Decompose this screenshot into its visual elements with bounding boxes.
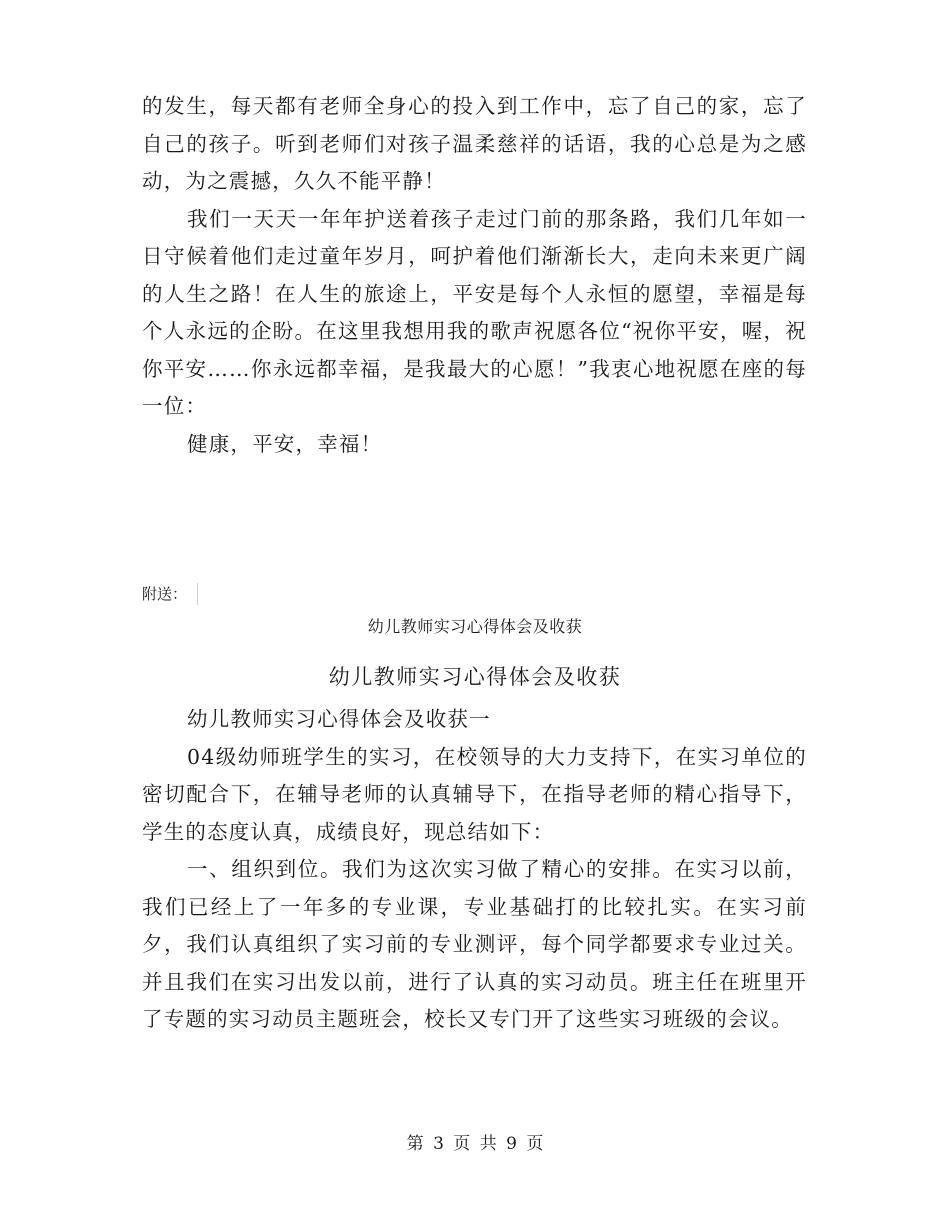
paragraph-blessing: 我们一天天一年年护送着孩子走过门前的那条路，我们几年如一日守候着他们走过童年岁月，呵护着他们渐渐长大，走向未来更广阔的人生之路！在人生的旅途上，平安是每个人永恒的愿望，幸福是每个人永远的企盼。在这里我想用我的歌声祝愿各位“祝你平安，喔，祝你平安……你永远都幸福，是我最大的心愿！”我衷心地祝愿在座的每一位： [142,206,807,418]
appendix-label: 附送： [142,583,198,605]
paragraph-intro: 04级幼师班学生的实习，在校领导的大力支持下，在实习单位的密切配合下，在辅导老师的认真辅导下，在指导老师的精心指导下，学生的态度认真，成绩良好，现总结如下： [142,744,807,844]
paragraph-organization: 一、组织到位。我们为这次实习做了精心的安排。在实习以前，我们已经上了一年多的专业课，专业基础打的比较扎实。在实习前夕，我们认真组织了实习前的专业测评，每个同学都要求专业过关。并且我们在实习出发以前，进行了认真的实习动员。班主任在班里开了专题的实习动员主题班会，校长又专门开了这些实习班级的会议。 [142,857,807,1031]
article-title: 幼儿教师实习心得体会及收获 [328,665,622,689]
article-subtitle: 幼儿教师实习心得体会及收获一 [187,707,491,731]
paragraph-wishes: 健康，平安，幸福！ [187,431,383,456]
appendix-small-title: 幼儿教师实习心得体会及收获 [367,617,583,636]
page-footer: 第 3 页 共 9 页 [406,1134,544,1154]
top-text-section [142,88,807,463]
paragraph-continuation: 的发生，每天都有老师全身心的投入到工作中，忘了自己的家，忘了自己的孩子。听到老师们对孩子温柔慈祥的话语，我的心总是为之感动，为之震撼，久久不能平静！ [142,94,807,193]
article-body [142,701,807,1039]
